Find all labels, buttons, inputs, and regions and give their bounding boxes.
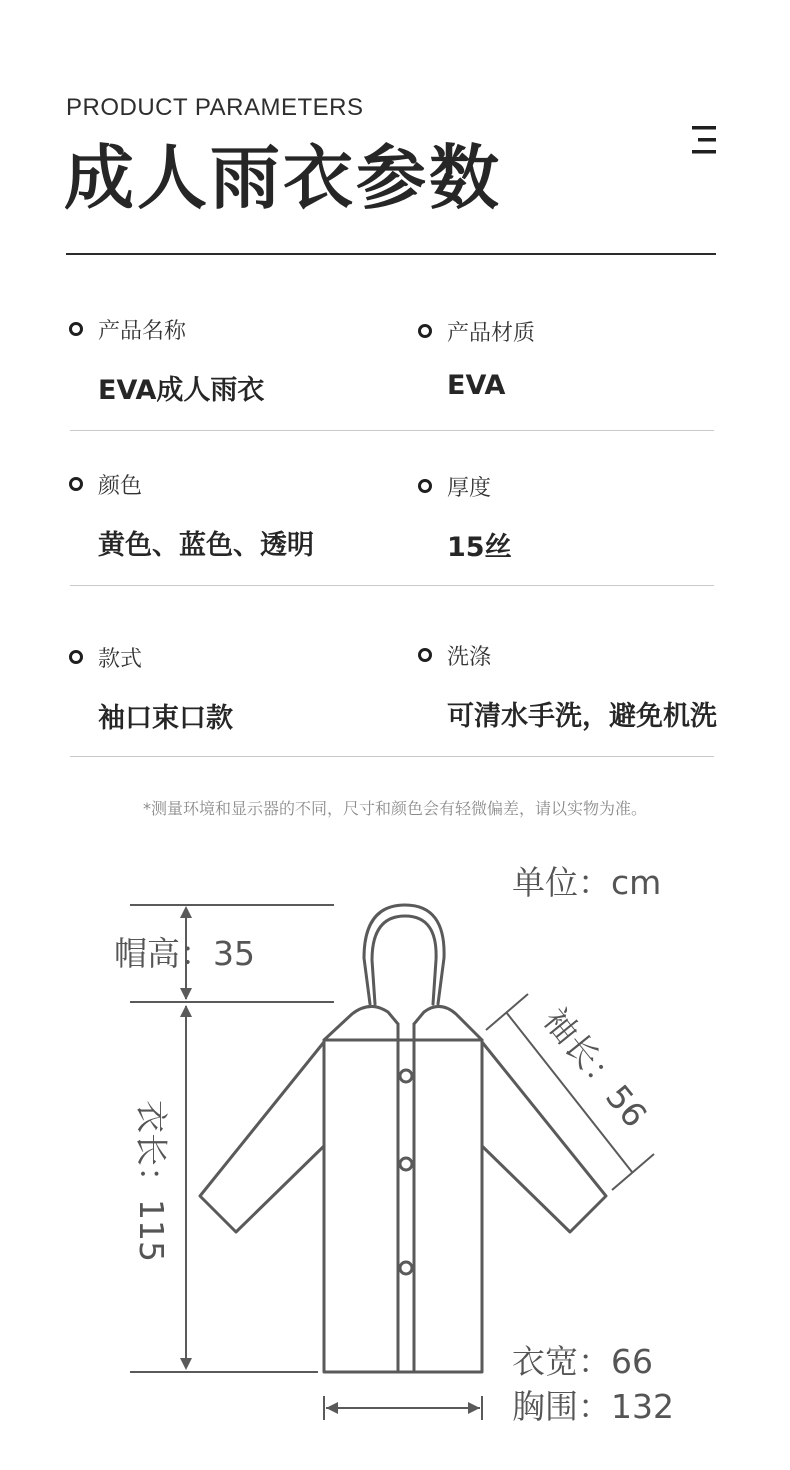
param-color: [69, 469, 314, 562]
disclaimer-note: *测量环境和显示器的不同，尺寸和颜色会有轻微偏差，请以实物为准。: [142, 799, 647, 818]
menu-icon[interactable]: [692, 126, 716, 154]
page-title: 成人雨衣参数: [64, 137, 502, 219]
param-value: 15丝: [447, 532, 512, 563]
arrow-up-icon: [180, 1005, 192, 1017]
param-label: 颜色: [98, 473, 143, 499]
param-value: 黄色、蓝色、透明: [98, 530, 314, 561]
param-label: 厚度: [447, 475, 492, 501]
param-material: [418, 316, 535, 401]
param-label: 款式: [98, 646, 143, 672]
hood-inner: [372, 916, 436, 1004]
param-product-name: [69, 314, 264, 407]
coat-button: [400, 1070, 412, 1082]
coat-left-shoulder: [324, 1006, 398, 1040]
arrow-right-icon: [468, 1402, 480, 1414]
coat-button: [400, 1158, 412, 1170]
param-value: EVA成人雨衣: [98, 375, 265, 406]
bullet-icon: [418, 479, 432, 493]
bullet-icon: [69, 477, 83, 491]
param-value: 袖口束口款: [98, 703, 233, 734]
bullet-icon: [69, 650, 83, 664]
arrow-left-icon: [326, 1402, 338, 1414]
param-value: 可清水手洗，避免机洗: [447, 701, 717, 732]
coat-button: [400, 1262, 412, 1274]
arrow-down-icon: [180, 1358, 192, 1370]
row-divider: [70, 756, 714, 757]
width-label: 衣宽：66: [512, 1342, 653, 1381]
unit-label: 单位：cm: [512, 863, 662, 902]
left-sleeve: [200, 1042, 324, 1232]
param-value: EVA: [447, 370, 506, 401]
row-divider: [70, 430, 714, 431]
hood-outline: [364, 905, 444, 1004]
header-rule: [66, 253, 716, 255]
param-label: 洗涤: [447, 644, 492, 670]
param-style: [69, 642, 233, 735]
chest-label: 胸围：132: [512, 1387, 674, 1426]
arrow-down-icon: [180, 988, 192, 1000]
coat-right-shoulder: [414, 1006, 482, 1040]
bullet-icon: [418, 648, 432, 662]
hood-height-label: 帽高：35: [114, 934, 255, 973]
param-washing: [418, 640, 717, 733]
coat-body: [324, 1040, 482, 1372]
param-thickness: [418, 471, 512, 564]
raincoat-size-diagram: [0, 840, 790, 1460]
sleeve-label: 袖长：56: [535, 1000, 655, 1135]
length-label: 衣长：115: [132, 1100, 171, 1262]
param-label: 产品名称: [98, 318, 187, 344]
param-label: 产品材质: [447, 320, 536, 346]
arrow-up-icon: [180, 906, 192, 918]
bullet-icon: [418, 324, 432, 338]
row-divider: [70, 585, 714, 586]
sleeve-guide-bottom: [612, 1154, 654, 1190]
bullet-icon: [69, 322, 83, 336]
eyebrow-text: PRODUCT PARAMETERS: [66, 94, 364, 121]
